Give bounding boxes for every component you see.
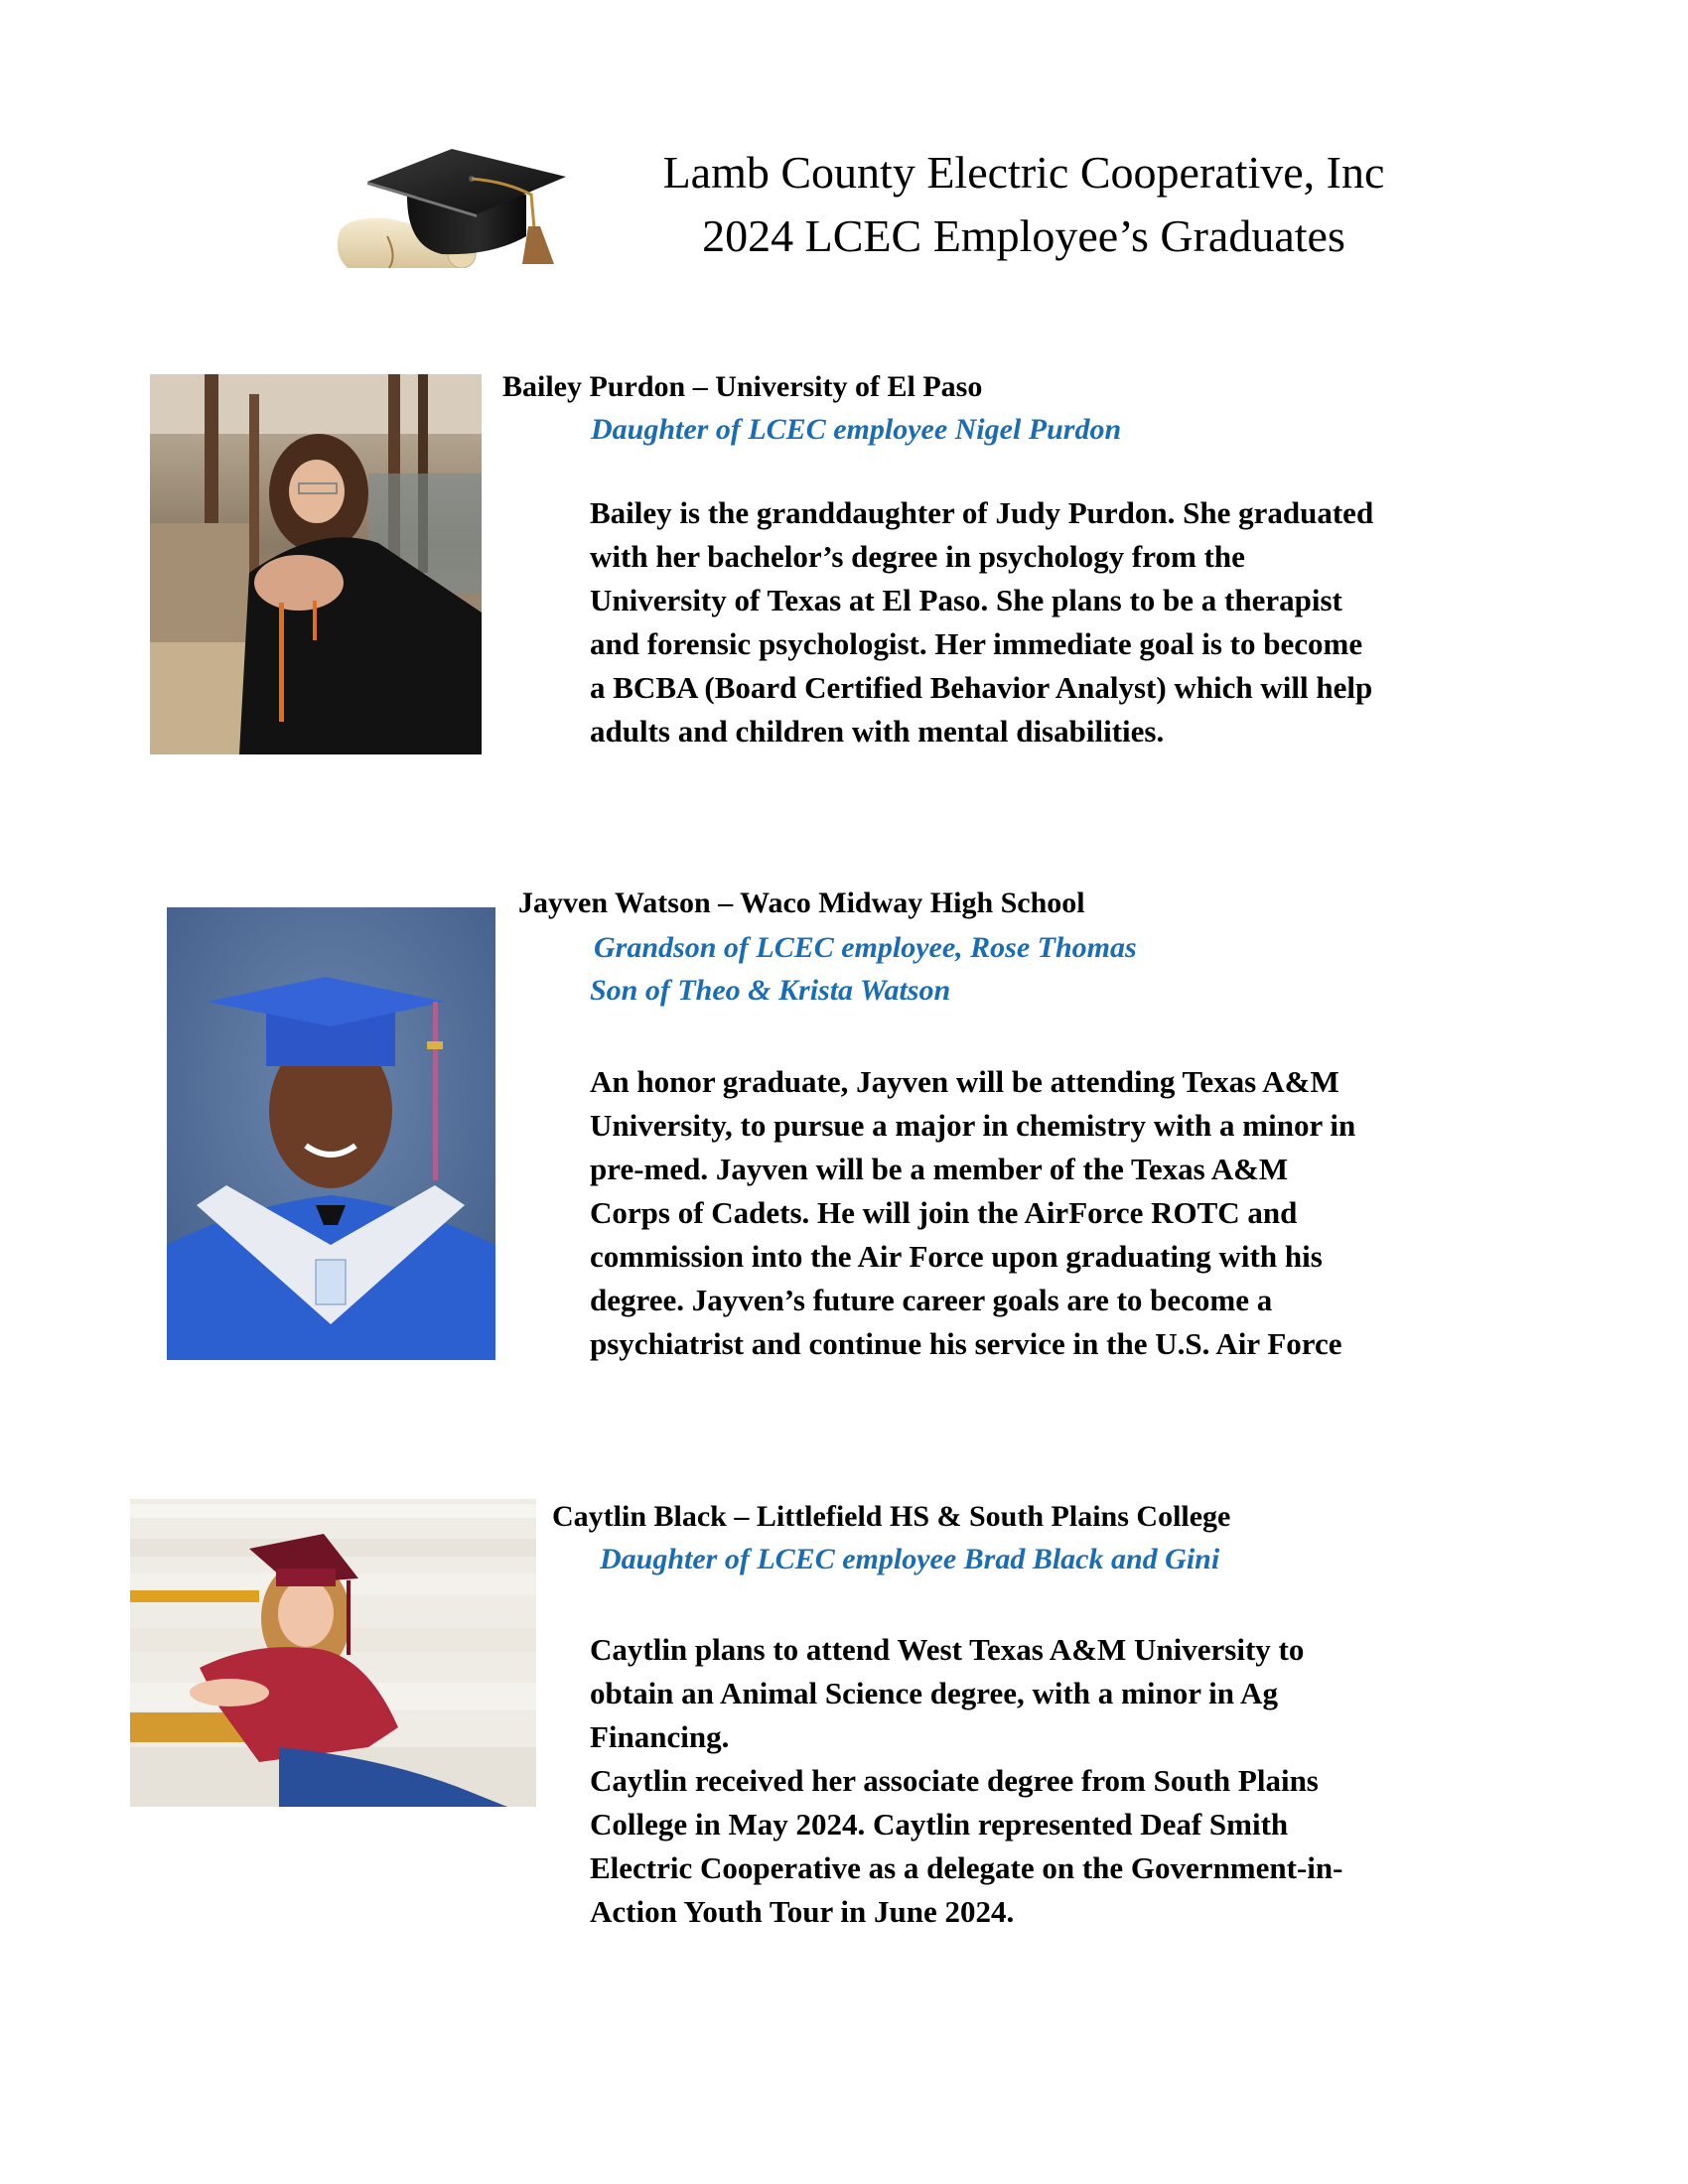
graduate-relation-jayven-1: Grandson of LCEC employee, Rose Thomas — [594, 931, 1137, 964]
graduate-relation-caytlin: Daughter of LCEC employee Brad Black and Gini — [600, 1543, 1220, 1575]
bio-line: Action Youth Tour in June 2024. — [590, 1894, 1015, 1929]
bio-line: and forensic psychologist. Her immediate goal is to become — [590, 626, 1363, 661]
bio-line: with her bachelor’s degree in psychology from the — [590, 539, 1245, 574]
bio-line: Bailey is the granddaughter of Judy Purdon. She graduated — [590, 495, 1374, 530]
bio-line: pre-med. Jayven will be a member of the Texas A&M — [590, 1152, 1289, 1186]
bio-line: obtain an Animal Science degree, with a minor in Ag — [590, 1676, 1278, 1710]
graduate-photo-caytlin — [130, 1499, 536, 1807]
document-title-line-1: Lamb County Electric Cooperative, Inc — [662, 147, 1385, 198]
document-title-line-2: 2024 LCEC Employee’s Graduates — [702, 210, 1345, 261]
graduate-name-caytlin: Caytlin Black – Littlefield HS & South Plains College — [552, 1500, 1231, 1533]
bio-line: commission into the Air Force upon graduating with his — [590, 1239, 1323, 1274]
bio-line: degree. Jayven’s future career goals are to become a — [590, 1283, 1273, 1317]
bio-line: a BCBA (Board Certified Behavior Analyst) which will help — [590, 670, 1373, 705]
bio-line: psychiatrist and continue his service in the U.S. Air Force — [590, 1326, 1342, 1361]
bio-line: University, to pursue a major in chemistry with a minor in — [590, 1108, 1356, 1143]
bio-line: Corps of Cadets. He will join the AirForce ROTC and — [590, 1195, 1298, 1230]
bio-line: Caytlin received her associate degree from South Plains — [590, 1763, 1319, 1798]
graduate-name-jayven: Jayven Watson – Waco Midway High School — [518, 887, 1085, 919]
bio-line: Caytlin plans to attend West Texas A&M University to — [590, 1632, 1305, 1667]
bio-line: Electric Cooperative as a delegate on the Government-in- — [590, 1850, 1343, 1885]
bio-line: Financing. — [590, 1719, 730, 1754]
bio-line: An honor graduate, Jayven will be attending Texas A&M — [590, 1064, 1339, 1099]
graduate-photo-bailey — [150, 374, 482, 754]
graduate-bio-caytlin — [590, 1628, 1342, 1934]
bio-line: College in May 2024. Caytlin represented Deaf Smith — [590, 1807, 1289, 1842]
bio-line: University of Texas at El Paso. She plans to be a therapist — [590, 583, 1342, 617]
graduate-bio-bailey — [590, 491, 1373, 753]
graduate-bio-jayven — [590, 1060, 1355, 1366]
bio-line: adults and children with mental disabilities. — [590, 714, 1165, 749]
graduate-relation-bailey: Daughter of LCEC employee Nigel Purdon — [591, 413, 1122, 446]
graduate-photo-jayven — [167, 907, 495, 1360]
graduate-name-bailey: Bailey Purdon – University of El Paso — [502, 370, 983, 403]
graduation-cap-diploma-icon — [328, 137, 591, 268]
graduate-relation-jayven-2: Son of Theo & Krista Watson — [590, 974, 951, 1007]
